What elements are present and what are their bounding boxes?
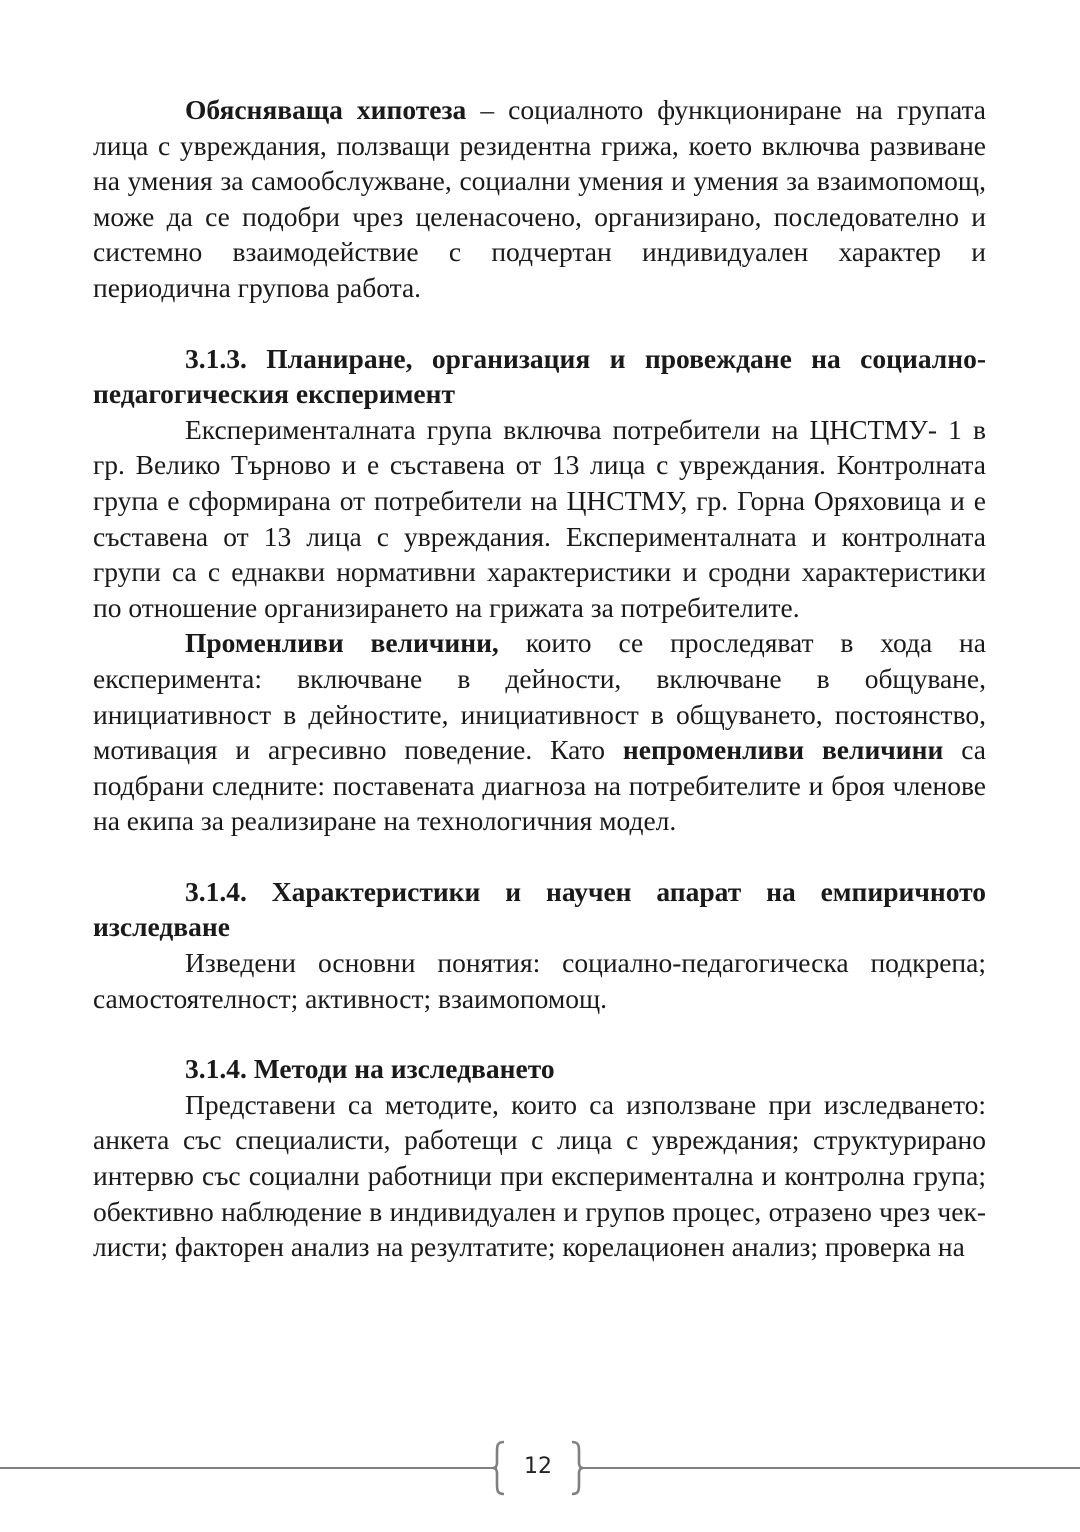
page-body: [93, 92, 986, 1265]
variables-text: които се проследяват в хода на експеримента: включване в дейности, включване в общуване, инициативност в дейностите, инициативност в общуването, постоянство, мотивация и агресивно поведение. Като: [93, 627, 986, 766]
section-314a-paragraph: Изведени основни понятия: социално-педагогическа подкрепа; самостоятелност; активност; взаимопомощ.: [93, 947, 986, 1014]
hypothesis-paragraph: [93, 92, 986, 306]
left-brace-icon: [492, 1440, 506, 1496]
footer-rule-right: [583, 1467, 1080, 1469]
section-313-paragraph-variables: [93, 625, 986, 839]
right-brace-icon: [570, 1440, 584, 1496]
section-313-paragraph-groups: Експерименталната група включва потребители на ЦНСТМУ- 1 в гр. Велико Търново и е съставена от 13 лица с увреждания. Контролната група е сформирана от потребители на ЦНСТМУ, гр. Горна Оряховица и е съставена от 13 лица с увреждания. Експерименталната и контролната групи са с еднакви нормативни характеристики и сродни характеристики по отношение организирането на грижата за потребителите.: [93, 413, 986, 623]
section-314a-heading: 3.1.4. Характеристики и научен апарат на емпиричното изследване: [93, 875, 986, 943]
hypothesis-term: Обясняваща хипотеза: [185, 94, 467, 125]
section-314b-heading: 3.1.4. Методи на изследването: [185, 1053, 555, 1085]
constants-text: са подбрани следните: поставената диагноза на потребителите и броя членове на екипа за реализиране на технологичния модел.: [93, 734, 986, 837]
footer-rule-left: [0, 1467, 497, 1469]
constants-term: непроменливи величини: [622, 734, 944, 766]
page-number: 12: [524, 1454, 552, 1479]
section-314b-paragraph: Представени са методите, които са използване при изследването: анкета със специалисти, работещи с лица с увреждания; структурирано интервю със социални работници при експериментална и контролна група; обективно наблюдение в индивидуален и групов процес, отразено чрез чек-листи; факторен анализ на резултатите; корелационен анализ; проверка на: [93, 1088, 986, 1263]
hypothesis-text: – социалното функциониране на групата лица с увреждания, ползващи резидентна грижа, което включва развиване на умения за самообслужване, социални умения и умения за взаимопомощ, може да се подобри чрез целенасочено, организирано, последователно и системно взаимодействие с подчертан индивидуален характер и периодична групова работа.: [93, 94, 987, 303]
variables-term: Променливи величини,: [185, 627, 499, 659]
section-313-heading: 3.1.3. Планиране, организация и провеждане на социално-педагогическия експеримент: [93, 342, 986, 410]
